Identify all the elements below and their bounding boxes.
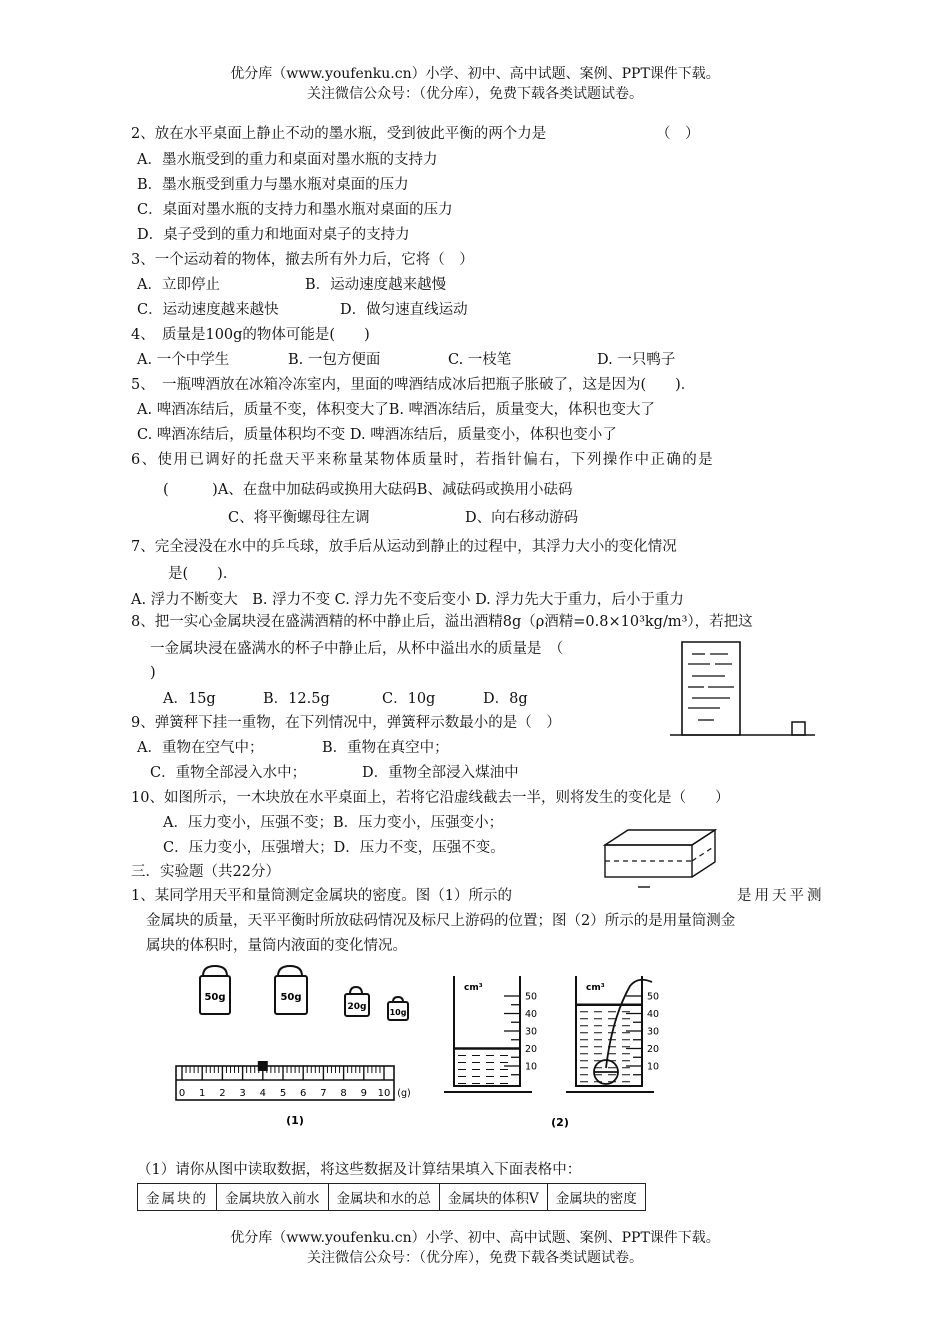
figure-2-measuring-cylinders — [440, 968, 680, 1132]
q7-stem: 7、完全浸没在水中的乒乓球，放手后从运动到静止的过程中，其浮力大小的变化情况 — [131, 539, 677, 555]
weight-label-3: 20g — [347, 1002, 367, 1012]
cylinder-scale-label: 50 — [647, 991, 660, 1003]
q2-stem: 2、放在水平桌面上静止不动的墨水瓶，受到彼此平衡的两个力是 — [131, 126, 547, 142]
metal-block-on-string — [594, 980, 652, 1084]
cylinder-2-unit: cm³ — [586, 983, 605, 993]
table-row — [138, 1184, 646, 1211]
table-header-cell: 金属块的密度 — [547, 1184, 645, 1211]
q7-options: A. 浮力不断变大 B. 浮力不变 C. 浮力先不变后变小 D. 浮力先大于重力，后小于重力 — [131, 592, 684, 608]
ruler-tick-label: 8 — [340, 1088, 347, 1099]
exp-q1-sub-1: （1）请你从图中读取数据，将这些数据及计算结果填入下面表格中： — [137, 1162, 582, 1178]
cylinder-scale-label: 20 — [525, 1044, 538, 1055]
q4-option-c: C. 一枝笔 — [448, 352, 512, 368]
q10-stem: 10、如图所示，一木块放在水平桌面上，若将它沿虚线截去一半，则将发生的变化是（ ） — [131, 790, 730, 806]
ruler-unit: (g) — [397, 1088, 411, 1099]
q5-options-ab: A. 啤酒冻结后，质量不变，体积变大了B. 啤酒冻结后，质量变大，体积也变大了 — [137, 402, 656, 418]
q4-option-a: A. 一个中学生 — [137, 352, 230, 368]
q3-stem: 3、一个运动着的物体，撤去所有外力后，它将（ ） — [131, 252, 474, 268]
table-header-cell: 金属块放入前水 — [217, 1184, 329, 1211]
cylinder-scale-label: 10 — [647, 1061, 660, 1073]
q3-option-a: A．立即停止 — [137, 277, 220, 293]
q9-option-c: C．重物全部浸入水中； — [150, 765, 307, 781]
weight-label-2: 50g — [280, 992, 302, 1003]
results-table — [137, 1183, 646, 1211]
table-header-cell: 金属块的体积V — [440, 1184, 548, 1211]
q9-option-d: D．重物全部浸入煤油中 — [362, 765, 519, 781]
cylinder-scale-label: 40 — [525, 1009, 538, 1020]
ruler-tick-label: 5 — [279, 1088, 287, 1099]
cylinder-scale-label: 30 — [647, 1026, 660, 1038]
q8-stem-end: ) — [150, 665, 156, 681]
q4-option-b: B. 一包方便面 — [288, 352, 381, 368]
section-3-title: 三．实验题（共22分） — [131, 864, 280, 880]
q6-stem: 6、使用已调好的托盘天平来称量某物体质量时，若指针偏右，下列操作中正确的是 — [131, 452, 715, 468]
q8-option-b: B．12.5g — [263, 691, 330, 707]
exp-q1-line-3: 属块的体积时，量筒内液面的变化情况。 — [146, 938, 407, 954]
ruler-rider — [258, 1061, 268, 1071]
q3-option-d: D．做匀速直线运动 — [340, 302, 468, 318]
ruler-tick-label: 9 — [360, 1088, 367, 1099]
cylinder-1-unit: cm³ — [464, 983, 483, 993]
weight-label-1: 50g — [204, 992, 226, 1003]
header-line-2: 关注微信公众号：（优分库），免费下载各类试题试卷。 — [307, 86, 643, 102]
ruler-tick-label: 0 — [178, 1088, 186, 1099]
ruler-tick-label: 3 — [239, 1088, 246, 1099]
table-header-cell: 金属块的 — [138, 1184, 217, 1211]
ruler-tick-label: 10 — [377, 1088, 391, 1099]
exp-q1-line-1a: 1、某同学用天平和量筒测定金属块的密度。图（1）所示的 — [131, 888, 512, 904]
ruler-tick-label: 7 — [320, 1088, 327, 1099]
figure-2-caption: (2) — [551, 1116, 569, 1129]
q2-option-b: B．墨水瓶受到重力与墨水瓶对桌面的压力 — [137, 177, 409, 193]
q2-option-c: C．桌面对墨水瓶的支持力和墨水瓶对桌面的压力 — [137, 202, 453, 218]
cylinder-scale-label: 20 — [647, 1044, 660, 1055]
exp-q1-line-1b: 是用天平测 — [737, 888, 825, 904]
cylinder-scale-label: 30 — [525, 1026, 538, 1038]
ruler-tick-label: 6 — [300, 1088, 307, 1099]
q9-option-b: B．重物在真空中； — [322, 740, 449, 756]
q9-stem: 9、弹簧秤下挂一重物，在下列情况中，弹簧秤示数最小的是（ ） — [131, 715, 561, 731]
q6-option-c: C、将平衡螺母往左调 — [228, 510, 370, 526]
ruler-tick-label: 1 — [199, 1088, 206, 1099]
q4-option-d: D. 一只鸭子 — [597, 352, 676, 368]
q10-options-ab: A．压力变小，压强不变；B．压力变小，压强变小； — [163, 815, 504, 831]
exp-q1-line-2: 金属块的质量，天平平衡时所放砝码情况及标尺上游码的位置；图（2）所示的是用量筒测金 — [146, 913, 736, 929]
q2-answer-paren: （ ） — [656, 126, 700, 142]
header-line-1: 优分库（www.youfenku.cn）小学、初中、高中试题、案例、PPT课件下载。 — [230, 66, 720, 82]
q3-option-b: B．运动速度越来越慢 — [305, 277, 447, 293]
q8-overflow-cup-figure — [670, 640, 820, 740]
cylinder-scale-label: 50 — [525, 991, 538, 1003]
q8-stem: 8、把一实心金属块浸在盛满酒精的杯中静止后，溢出酒精8g（ρ酒精=0.8×10³kg/m³），若把这 — [131, 614, 753, 630]
table-header-cell: 金属块和水的总 — [328, 1184, 440, 1211]
q7-stem-cont: 是( )． — [168, 566, 238, 582]
q9-option-a: A．重物在空气中； — [137, 740, 264, 756]
cylinder-scale-label: 40 — [647, 1009, 660, 1020]
figure-1-caption: (1) — [286, 1114, 304, 1127]
q4-stem: 4、 质量是100g的物体可能是( ) — [131, 327, 370, 343]
q6-option-d: D、向右移动游码 — [465, 510, 579, 526]
q10-wood-block-figure — [600, 825, 720, 895]
q5-stem: 5、 一瓶啤酒放在冰箱冷冻室内，里面的啤酒结成冰后把瓶子胀破了，这是因为( )． — [131, 377, 696, 393]
footer-line-1: 优分库（www.youfenku.cn）小学、初中、高中试题、案例、PPT课件下载。 — [230, 1230, 720, 1246]
q2-option-a: A．墨水瓶受到的重力和桌面对墨水瓶的支持力 — [137, 152, 438, 168]
q10-options-cd: C．压力变小，压强增大；D．压力不变，压强不变。 — [163, 840, 505, 856]
cylinder-scale-label: 10 — [525, 1061, 538, 1073]
ruler-tick-label: 2 — [219, 1088, 226, 1099]
q8-option-a: A．15g — [163, 691, 216, 707]
q3-option-c: C．运动速度越来越快 — [137, 302, 279, 318]
footer-line-2: 关注微信公众号：（优分库），免费下载各类试题试卷。 — [307, 1250, 643, 1266]
ruler-tick-label: 4 — [259, 1088, 266, 1099]
weight-label-4: 10g — [389, 1008, 407, 1017]
weight-50g-2 — [275, 966, 307, 1014]
q8-option-d: D．8g — [483, 691, 528, 707]
q6-options-ab: ( )A、在盘中加砝码或换用大砝码B、减砝码或换用小砝码 — [163, 482, 573, 498]
q2-option-d: D．桌子受到的重力和地面对桌子的支持力 — [137, 227, 410, 243]
q8-stem-cont: 一金属块浸在盛满水的杯子中静止后，从杯中溢出水的质量是 （ — [150, 641, 564, 657]
q8-option-c: C．10g — [382, 691, 436, 707]
figure-1-balance-weights-ruler — [170, 962, 420, 1132]
q5-options-cd: C. 啤酒冻结后，质量体积均不变 D. 啤酒冻结后，质量变小，体积也变小了 — [137, 427, 617, 443]
weight-50g-1 — [200, 966, 230, 1014]
